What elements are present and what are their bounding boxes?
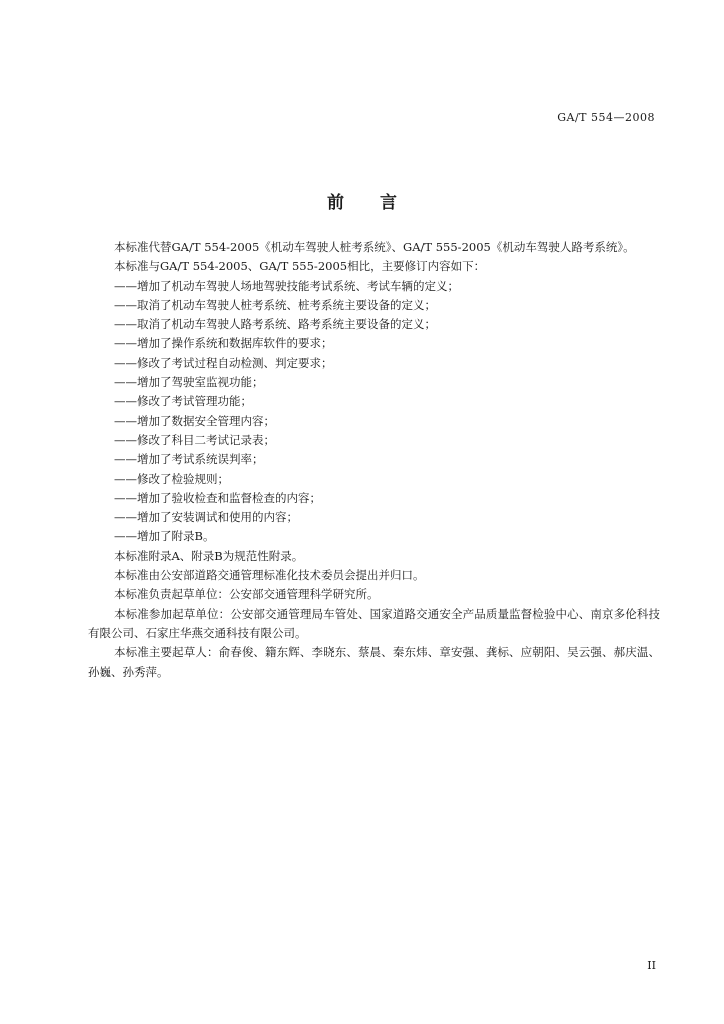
closing-paragraph: 本标准附录A、附录B为规范性附录。 <box>114 548 304 563</box>
foreword-body <box>88 238 660 682</box>
change-item: ——修改了科目二考试记录表； <box>114 432 275 447</box>
intro-paragraph: 本标准与GA/T 554-2005、GA/T 555-2005相比，主要修订内容如下： <box>114 259 486 274</box>
change-item: ——增加了验收检查和监督检查的内容； <box>114 490 321 505</box>
change-item: ——增加了安装调试和使用的内容； <box>114 510 298 525</box>
title-char-1: 前 <box>327 193 344 213</box>
page-number: II <box>647 959 656 972</box>
standard-code: GA/T 554—2008 <box>557 111 655 124</box>
closing-paragraph: 本标准参加起草单位：公安部交通管理局车管处、国家道路交通安全产品质量监督检验中心、南京多伦科技有限公司、石家庄华燕交通科技有限公司。 <box>88 606 660 640</box>
change-item: ——增加了附录B。 <box>114 529 215 544</box>
title-char-2: 言 <box>380 193 397 213</box>
change-item: ——增加了考试系统误判率； <box>114 452 264 467</box>
change-item: ——增加了驾驶室监视功能； <box>114 375 264 390</box>
change-item: ——增加了操作系统和数据库软件的要求； <box>114 336 333 351</box>
change-item: ——增加了机动车驾驶人场地驾驶技能考试系统、考试车辆的定义； <box>114 278 459 293</box>
page-title <box>0 188 724 213</box>
closing-paragraph: 本标准由公安部道路交通管理标准化技术委员会提出并归口。 <box>114 568 425 583</box>
change-item: ——修改了考试管理功能； <box>114 394 252 409</box>
closing-paragraph: 本标准负责起草单位：公安部交通管理科学研究所。 <box>114 587 379 602</box>
closing-paragraph: 本标准主要起草人：俞春俊、籍东辉、李晓东、蔡晨、秦东炜、章安强、龚标、应朝阳、吴云强、郝庆温、孙巍、孙秀萍。 <box>88 645 660 679</box>
change-item: ——取消了机动车驾驶人路考系统、路考系统主要设备的定义； <box>114 317 436 332</box>
change-item: ——取消了机动车驾驶人桩考系统、桩考系统主要设备的定义； <box>114 297 436 312</box>
intro-paragraph: 本标准代替GA/T 554-2005《机动车驾驶人桩考系统》、GA/T 555-2005《机动车驾驶人路考系统》。 <box>114 240 635 254</box>
change-item: ——修改了检验规则； <box>114 471 229 486</box>
change-item: ——修改了考试过程自动检测、判定要求； <box>114 355 333 370</box>
change-item: ——增加了数据安全管理内容； <box>114 413 275 428</box>
